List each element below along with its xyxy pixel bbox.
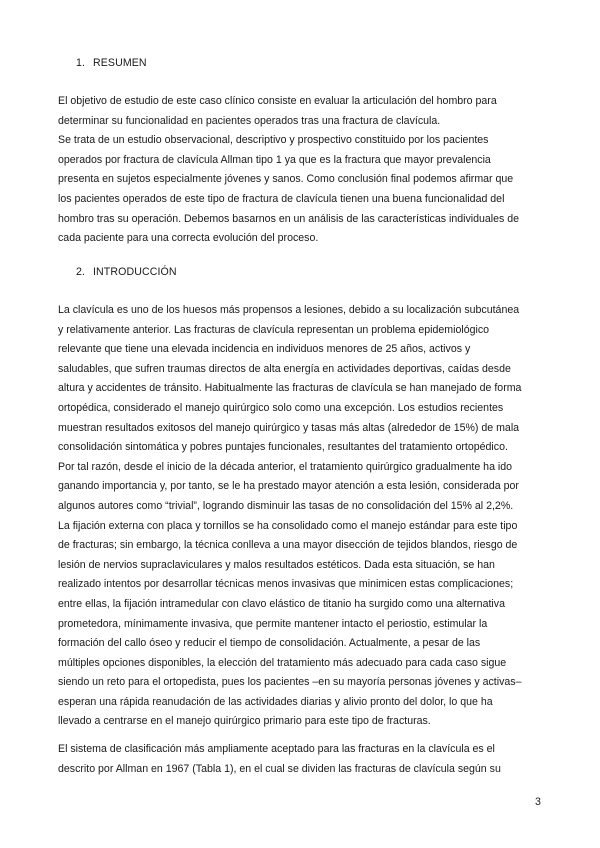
text-line: presenta en sujetos especialmente jóvenes y sanos. Como conclusión final podemos afirmar que: [58, 173, 514, 186]
text-line: El objetivo de estudio de este caso clínico consiste en evaluar la articulación del hombro para: [58, 95, 497, 107]
text-line: altura y accidentes de tránsito. Habitualmente las fracturas de clavícula se han manejado de forma: [58, 382, 522, 395]
text-line: relevante que tiene una elevada incidencia en individuos menores de 25 años, activos y: [58, 343, 471, 356]
page-number: 3: [535, 796, 541, 808]
text-line: ganando importancia y, por tanto, se le ha prestado mayor atención a esta lesión, considerada por: [58, 480, 519, 493]
text-line: de fracturas; sin embargo, la técnica conlleva a una mayor disección de tejidos blandos, riesgo de: [58, 539, 518, 552]
text-line: lesión de nervios supraclaviculares y malos resultados estéticos. Dada esta situación, se han: [58, 558, 495, 571]
text-line: algunos autores como “trivial”, logrando disminuir las tasas de no consolidación del 15% al 2,2%.: [58, 499, 514, 512]
text-line: prometedora, mínimamente invasiva, que permite mantener intacto el periostio, estimular la: [58, 617, 488, 630]
text-line: saludables, que sufren traumas directos de alta energía en actividades deportivas, caídas desde: [58, 362, 511, 375]
text-line: hombro tras su operación. Debemos basarnos en un análisis de las características individuales de: [58, 212, 520, 225]
text-line: Por tal razón, desde el inicio de la década anterior, el tratamiento quirúrgico gradualmente ha ido: [58, 460, 513, 473]
text-line: consolidación sintomática y pobres puntajes funcionales, resultantes del tratamiento ortopédico.: [58, 441, 508, 454]
text-line: ortopédica, considerado el manejo quirúrgico solo como una excepción. Los estudios recientes: [58, 401, 504, 414]
section-title: INTRODUCCIÓN: [93, 266, 177, 278]
text-line: múltiples opciones disponibles, la elección del tratamiento más adecuado para cada caso sigue: [58, 656, 507, 669]
text-line: y relativamente anterior. Las fracturas de clavícula representan un problema epidemiológico: [58, 323, 490, 336]
introduccion-paragraph-2: [58, 740, 542, 779]
text-line: determinar su funcionalidad en pacientes operados tras una fractura de clavícula.: [58, 114, 441, 127]
text-line: cada paciente para una correcta evolución del proceso.: [58, 232, 319, 245]
text-line: llevado a centrarse en el manejo quirúrgico primario para este tipo de fracturas.: [58, 715, 431, 728]
text-line: Se trata de un estudio observacional, descriptivo y prospectivo constituido por los pacientes: [58, 134, 489, 147]
text-line: La fijación externa con placa y tornillos se ha consolidado como el manejo estándar para este tipo: [58, 519, 518, 532]
text-line: descrito por Allman en 1967 (Tabla 1), en el cual se dividen las fracturas de clavícula según su: [58, 762, 501, 775]
text-line: entre ellas, la fijación intramedular con clavo elástico de titanio ha surgido como una alternativa: [58, 597, 505, 610]
text-line: formación del callo óseo y reducir el tiempo de consolidación. Actualmente, a pesar de las: [58, 637, 481, 650]
resumen-paragraph: [58, 92, 542, 249]
text-line: los pacientes operados de este tipo de fractura de clavícula tienen una buena funcionalidad del: [58, 192, 505, 205]
text-line: siendo un reto para el ortopedista, pues los pacientes –en su mayoría personas jóvenes y activas–: [58, 676, 522, 689]
text-line: esperan una rápida reanudación de las actividades diarias y alivio pronto del dolor, lo que ha: [58, 695, 493, 708]
introduccion-paragraph-1: [58, 301, 542, 732]
section-title: RESUMEN: [93, 57, 147, 69]
section-2-heading: [76, 266, 177, 278]
text-line: El sistema de clasificación más ampliamente aceptado para las fracturas en la clavícula es el: [58, 743, 495, 755]
text-line: realizado intentos por desarrollar técnicas menos invasivas que minimicen estas complicaciones;: [58, 578, 514, 591]
section-number: 2.: [76, 266, 86, 278]
section-number: 1.: [76, 57, 86, 69]
text-line: La clavícula es uno de los huesos más propensos a lesiones, debido a su localización subcutánea: [58, 304, 520, 316]
text-line: operados por fractura de clavícula Allman tipo 1 ya que es la fractura que mayor prevalencia: [58, 153, 491, 166]
text-line: muestran resultados exitosos del manejo quirúrgico y tasas más altas (alrededor de 15%) de mala: [58, 421, 520, 434]
section-1-heading: [76, 57, 147, 69]
